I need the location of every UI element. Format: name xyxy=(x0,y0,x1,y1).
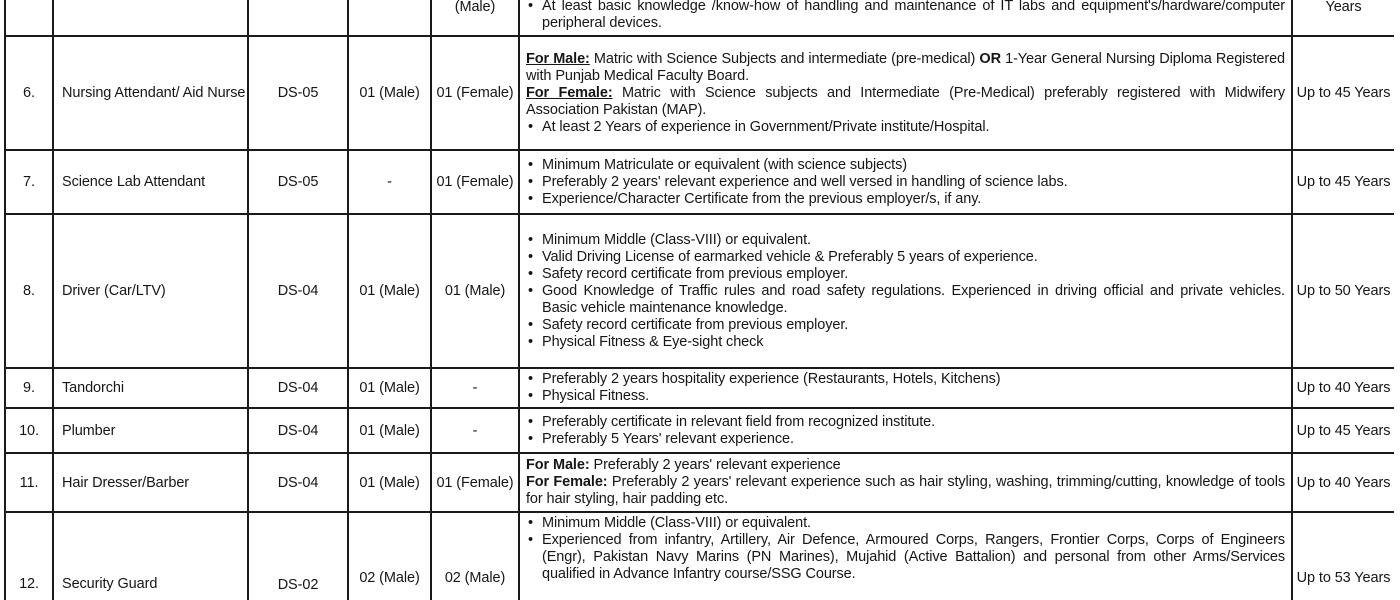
age-limit: Up to 45 Years xyxy=(1292,36,1394,150)
requirements-cell xyxy=(519,453,1292,512)
serial-number: 6. xyxy=(5,36,53,150)
pay-scale: DS-05 xyxy=(248,150,348,214)
post-name: Hair Dresser/Barber xyxy=(53,453,248,512)
requirement-item: • At least 2 Years of experience in Government/Private institute/Hospital. xyxy=(526,119,1285,136)
female-text: Preferably 2 years' relevant experience such as hair styling, washing, trimming/cutting, knowledge of tools for hair styling, hair padding etc. xyxy=(526,474,1285,507)
requirement-item: • Preferably 2 years hospitality experience (Restaurants, Hotels, Kitchens) xyxy=(526,371,1285,388)
requirement-item: • At least basic knowledge /know-how of handling and maintenance of IT labs and equipment's/hardware/computer peripheral devices. xyxy=(526,0,1285,32)
requirement-item: • Preferably 5 Years' relevant experience. xyxy=(526,431,1285,448)
female-seats: 01 (Female) xyxy=(431,36,519,150)
pay-scale xyxy=(248,0,348,36)
male-seats: 02 (Male) xyxy=(348,512,431,600)
age-limit: Years xyxy=(1292,0,1394,36)
post-name: Tandorchi xyxy=(53,368,248,408)
requirements-cell xyxy=(519,512,1292,600)
requirement-item: • Valid Driving License of earmarked vehicle & Preferably 5 years of experience. xyxy=(526,249,1285,266)
requirement-item: • Minimum Matriculate or equivalent (with science subjects) xyxy=(526,157,1285,174)
requirement-item: • Experience/Character Certificate from the previous employer/s, if any. xyxy=(526,191,1285,208)
requirement-item: • Good Knowledge of Traffic rules and road safety regulations. Experienced in driving official and private vehicles. Basic vehicle maintenance knowledge. xyxy=(526,283,1285,317)
requirement-item: • Physical Fitness. xyxy=(526,388,1285,405)
table-row xyxy=(5,512,1394,600)
male-seats: 01 (Male) xyxy=(348,453,431,512)
pay-scale: DS-04 xyxy=(248,453,348,512)
male-seats xyxy=(348,0,431,36)
serial-number: 12. xyxy=(5,512,53,600)
male-text-2: 1-Year General Nursing Diploma Registered with Punjab Medical Faculty Board. xyxy=(526,50,1285,84)
requirement-item: • Safety record certificate from previous employer. xyxy=(526,317,1285,334)
male-requirement xyxy=(526,51,1285,85)
female-label: For Female: xyxy=(526,84,613,101)
serial-number: 7. xyxy=(5,150,53,214)
serial-number: 9. xyxy=(5,368,53,408)
female-label: For Female: xyxy=(526,474,608,490)
requirements-cell xyxy=(519,408,1292,453)
table-row xyxy=(5,0,1394,36)
male-seats: 01 (Male) xyxy=(348,36,431,150)
male-seats: 01 (Male) xyxy=(348,408,431,453)
table-row xyxy=(5,453,1394,512)
table-row xyxy=(5,214,1394,368)
female-seats: 01 (Female) xyxy=(431,453,519,512)
pay-scale: DS-04 xyxy=(248,408,348,453)
table-row xyxy=(5,150,1394,214)
jobs-table-document xyxy=(4,0,1394,600)
male-requirement xyxy=(526,457,1285,474)
male-seats: 01 (Male) xyxy=(348,368,431,408)
female-seats: - xyxy=(431,408,519,453)
age-limit: Up to 45 Years xyxy=(1292,408,1394,453)
requirements-cell xyxy=(519,36,1292,150)
age-limit: Up to 40 Years xyxy=(1292,453,1394,512)
requirement-item: • Minimum Middle (Class-VIII) or equivalent. xyxy=(526,232,1285,249)
female-seats: 01 (Male) xyxy=(431,214,519,368)
post-name xyxy=(53,0,248,36)
pay-scale: DS-04 xyxy=(248,214,348,368)
requirements-cell xyxy=(519,368,1292,408)
male-seats: 01 (Male) xyxy=(348,214,431,368)
requirement-item: • Safety record certificate from previous employer. xyxy=(526,266,1285,283)
female-seats: (Male) xyxy=(431,0,519,36)
requirements-cell xyxy=(519,0,1292,36)
age-limit: Up to 53 Years xyxy=(1292,512,1394,600)
post-name: Plumber xyxy=(53,408,248,453)
female-requirement xyxy=(526,85,1285,119)
or-word: OR xyxy=(979,50,1001,67)
requirements-cell xyxy=(519,214,1292,368)
table-row xyxy=(5,368,1394,408)
male-text: Matric with Science Subjects and intermediate (pre-medical) xyxy=(593,50,976,67)
post-name: Security Guard xyxy=(53,512,248,600)
female-seats: - xyxy=(431,368,519,408)
post-name: Science Lab Attendant xyxy=(53,150,248,214)
female-seats: 02 (Male) xyxy=(431,512,519,600)
post-name: Nursing Attendant/ Aid Nurse xyxy=(53,36,248,150)
requirement-item: • Preferably 2 years' relevant experience and well versed in handling of science labs. xyxy=(526,174,1285,191)
pay-scale: DS-04 xyxy=(248,368,348,408)
table-row xyxy=(5,408,1394,453)
requirement-item: • Minimum Middle (Class-VIII) or equivalent. xyxy=(526,515,1285,532)
post-name: Driver (Car/LTV) xyxy=(53,214,248,368)
age-limit: Up to 50 Years xyxy=(1292,214,1394,368)
male-text: Preferably 2 years' relevant experience xyxy=(593,457,841,473)
serial-number: 8. xyxy=(5,214,53,368)
serial-number: 11. xyxy=(5,453,53,512)
serial-number: 10. xyxy=(5,408,53,453)
age-limit: Up to 40 Years xyxy=(1292,368,1394,408)
jobs-table xyxy=(4,0,1394,600)
female-requirement xyxy=(526,474,1285,508)
requirement-item: • Preferably certificate in relevant field from recognized institute. xyxy=(526,414,1285,431)
male-label: For Male: xyxy=(526,50,590,67)
requirement-item: • Experienced from infantry, Artillery, Air Defence, Armoured Corps, Rangers, Frontier Corps, Corps of Engineers (Engr), Pakistan Navy Marins (PN Marines), Mujahid (Active Battalion) and personal from other Arms/Services qualified in Advance Infantry course/SSG Course. xyxy=(526,532,1285,583)
pay-scale: DS-02 xyxy=(248,512,348,600)
requirements-cell xyxy=(519,150,1292,214)
age-limit: Up to 45 Years xyxy=(1292,150,1394,214)
female-seats: 01 (Female) xyxy=(431,150,519,214)
male-seats: - xyxy=(348,150,431,214)
female-text: Matric with Science subjects and Intermediate (Pre-Medical) preferably registered with Midwifery Association Pakistan (MAP). xyxy=(526,84,1285,118)
requirement-item: • Physical Fitness & Eye-sight check xyxy=(526,334,1285,351)
serial-number xyxy=(5,0,53,36)
table-row xyxy=(5,36,1394,150)
male-label: For Male: xyxy=(526,457,590,473)
pay-scale: DS-05 xyxy=(248,36,348,150)
